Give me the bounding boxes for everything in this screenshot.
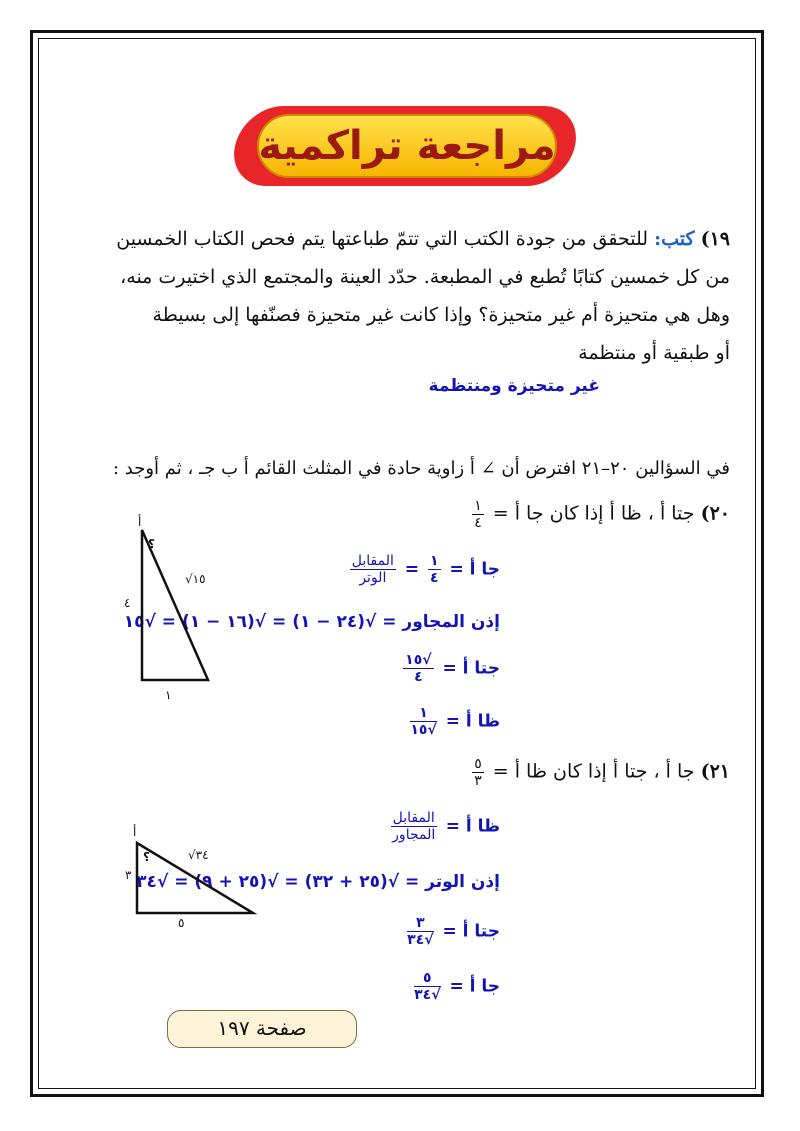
q20-triangle <box>130 520 240 700</box>
q19-line-2 <box>120 266 730 288</box>
q19-answer: غير متحيزة ومنتظمة <box>428 376 600 396</box>
q21-step2-label: إذن الوتر = <box>405 872 500 892</box>
q20-prompt-frac-den: ٤ <box>474 515 482 531</box>
q20-step3-den: ٤ <box>414 669 423 685</box>
q21-tri-side-bottom: ٥ <box>178 916 185 930</box>
q20-prompt-line <box>469 498 730 531</box>
q20-step2-expr: √(٢٤ − ١) = √(١٦ − ١) = √١٥ <box>123 612 377 632</box>
q21-prompt: جا أ ، جتا أ إذا كان ظا أ = <box>492 760 695 783</box>
q20-step1-ratio-den: الوتر <box>359 570 387 586</box>
q20-tri-side-bottom: ١ <box>165 688 172 702</box>
q21-prompt-frac-den: ٣ <box>474 773 482 789</box>
q21-number: ٢١) <box>700 760 730 783</box>
q20-step3-lhs: جتا أ = <box>442 658 500 679</box>
q21-step3-num: ٣ <box>407 915 433 932</box>
q20-tri-hypotenuse: √١٥ <box>185 572 206 586</box>
q21-step4 <box>411 970 500 1003</box>
q20-step2-label: إذن المجاور = <box>382 612 500 632</box>
q20-step1-ratio-num: المقابل <box>351 553 394 569</box>
q21-step2-expr: √(٢٥ + ٣٢) = √(٢٥ + ٩) = √٣٤ <box>136 872 400 892</box>
q21-step3-lhs: جتا أ = <box>442 921 500 942</box>
q20-step3-num: √١٥ <box>405 652 432 668</box>
q20-step4-num: ١ <box>410 705 436 722</box>
page-number-tab: صفحة ١٩٧ <box>167 1010 357 1048</box>
q20-step3 <box>400 652 500 685</box>
q21-step3-den: √٣٤ <box>407 932 434 948</box>
q20-prompt: جتا أ ، ظا أ إذا كان جا أ = <box>492 502 695 525</box>
q20-tri-side-vertical: ٤ <box>124 596 131 610</box>
q19-text-3: وهل هي متحيزة أم غير متحيزة؟ وإذا كانت غير متحيزة فصنّفها إلى بسيطة <box>152 304 730 326</box>
q20-prompt-frac-num: ١ <box>474 498 482 514</box>
q21-step4-num: ٥ <box>414 970 440 987</box>
q21-step4-lhs: جا أ = <box>449 976 500 997</box>
q19-line-3 <box>153 304 730 326</box>
q21-step1 <box>388 810 500 843</box>
q19-keyword: كتب: <box>654 228 695 250</box>
q20-number: ٢٠) <box>700 502 730 525</box>
title-banner <box>235 100 575 192</box>
q21-step1-ratio-num: المقابل <box>392 810 435 826</box>
q21-tri-hypotenuse: √٣٤ <box>188 848 209 862</box>
q21-step1-ratio-den: المجاور <box>392 827 436 843</box>
q20-step1: جا أ = $\frac{١}{٤}$ = $\frac{\text{المقابل}}{\text{الوتر}}$ <box>351 553 500 586</box>
q21-tri-vertex: أ <box>133 825 137 839</box>
q19-number: ١٩) <box>700 228 730 250</box>
q20-tri-vertex: أ <box>138 515 142 529</box>
q20-21-intro: في السؤالين ٢٠–٢١ افترض أن ∠ أ زاوية حادة في المثلث القائم أ ب جـ ، ثم أوجد : <box>113 458 730 479</box>
q21-prompt-fraction <box>472 756 484 789</box>
q19-text-1: للتحقق من جودة الكتب التي تتمّ طباعتها يتم فحص الكتاب الخمسين <box>116 228 649 250</box>
q20-prompt-fraction <box>472 498 484 531</box>
q19-line-1 <box>116 228 730 250</box>
page-title: مراجعة تراكمية <box>258 123 556 169</box>
q20-tri-angle: ؟ <box>148 537 155 551</box>
q21-step4-den: √٣٤ <box>414 987 441 1003</box>
q20-step1-num: ١ <box>429 553 439 569</box>
q21-prompt-line <box>469 756 730 789</box>
q21-step3 <box>404 915 500 948</box>
q20-step1-lhs: جا أ = <box>449 559 500 580</box>
q20-step4-den: √١٥ <box>410 722 437 738</box>
q19-text-4: أو طبقية أو منتظمة <box>578 342 730 364</box>
q19-line-4 <box>578 342 730 364</box>
q19-text-2: من كل خمسين كتابًا تُطبع في المطبعة. حدّد العينة والمجتمع الذي اختيرت منه، <box>120 266 730 288</box>
q21-step1-lhs: ظا أ = <box>445 816 500 837</box>
q20-step4-lhs: ظا أ = <box>445 711 500 732</box>
q20-step1-den: ٤ <box>429 570 439 586</box>
q20-step4 <box>407 705 500 738</box>
q21-tri-angle: ؟ <box>143 850 150 864</box>
q21-tri-side-vertical: ٣ <box>125 868 132 882</box>
q21-prompt-frac-num: ٥ <box>474 756 482 772</box>
